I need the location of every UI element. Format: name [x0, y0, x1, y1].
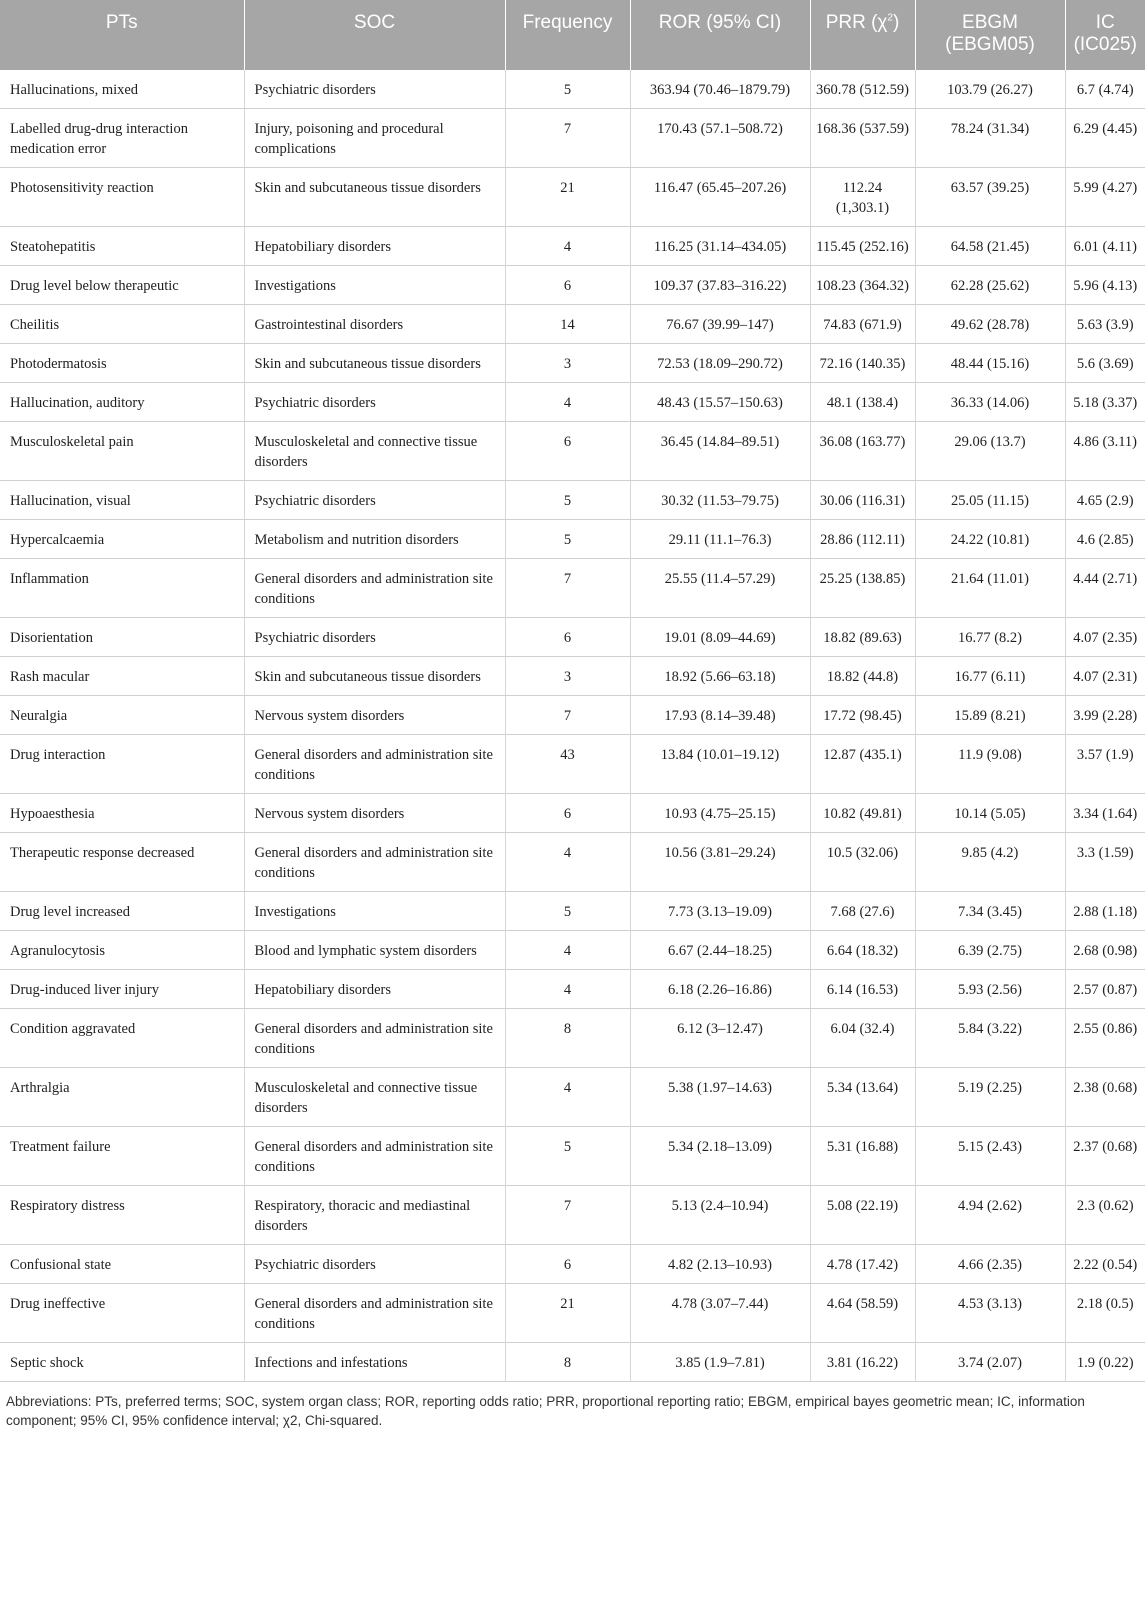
- cell-prr: 72.16 (140.35): [810, 344, 915, 383]
- cell-pt: Labelled drug-drug interaction medication error: [0, 109, 244, 168]
- table-row: [0, 1009, 1145, 1068]
- cell-ebgm: 48.44 (15.16): [915, 344, 1065, 383]
- cell-ebgm: 103.79 (26.27): [915, 70, 1065, 109]
- cell-soc: Respiratory, thoracic and mediastinal disorders: [244, 1186, 505, 1245]
- cell-frequency: 4: [505, 970, 630, 1009]
- cell-prr: 6.14 (16.53): [810, 970, 915, 1009]
- cell-ebgm: 15.89 (8.21): [915, 696, 1065, 735]
- cell-soc: Psychiatric disorders: [244, 383, 505, 422]
- cell-ic: 2.68 (0.98): [1065, 931, 1145, 970]
- cell-ror: 4.82 (2.13–10.93): [630, 1245, 810, 1284]
- cell-ebgm: 11.9 (9.08): [915, 735, 1065, 794]
- cell-prr: 36.08 (163.77): [810, 422, 915, 481]
- cell-pt: Hallucinations, mixed: [0, 70, 244, 109]
- cell-ebgm: 7.34 (3.45): [915, 892, 1065, 931]
- cell-pt: Inflammation: [0, 559, 244, 618]
- cell-pt: Musculoskeletal pain: [0, 422, 244, 481]
- cell-frequency: 8: [505, 1343, 630, 1382]
- cell-ror: 10.56 (3.81–29.24): [630, 833, 810, 892]
- table-row: [0, 657, 1145, 696]
- cell-ic: 3.57 (1.9): [1065, 735, 1145, 794]
- cell-prr: 6.64 (18.32): [810, 931, 915, 970]
- cell-prr: 18.82 (89.63): [810, 618, 915, 657]
- cell-ic: 6.7 (4.74): [1065, 70, 1145, 109]
- cell-soc: Investigations: [244, 892, 505, 931]
- cell-ebgm: 24.22 (10.81): [915, 520, 1065, 559]
- cell-ic: 3.99 (2.28): [1065, 696, 1145, 735]
- cell-prr: 112.24 (1,303.1): [810, 168, 915, 227]
- cell-ebgm: 29.06 (13.7): [915, 422, 1065, 481]
- cell-pt: Arthralgia: [0, 1068, 244, 1127]
- cell-ic: 4.07 (2.35): [1065, 618, 1145, 657]
- cell-ebgm: 64.58 (21.45): [915, 227, 1065, 266]
- cell-prr: 3.81 (16.22): [810, 1343, 915, 1382]
- cell-prr: 30.06 (116.31): [810, 481, 915, 520]
- cell-pt: Treatment failure: [0, 1127, 244, 1186]
- table-row: [0, 266, 1145, 305]
- cell-ebgm: 9.85 (4.2): [915, 833, 1065, 892]
- header-ror: ROR (95% CI): [630, 0, 810, 70]
- cell-ror: 7.73 (3.13–19.09): [630, 892, 810, 931]
- cell-ic: 1.9 (0.22): [1065, 1343, 1145, 1382]
- cell-ror: 5.38 (1.97–14.63): [630, 1068, 810, 1127]
- header-prr-prefix: PRR (χ: [825, 12, 888, 33]
- table-row: [0, 344, 1145, 383]
- cell-ebgm: 4.53 (3.13): [915, 1284, 1065, 1343]
- cell-soc: Musculoskeletal and connective tissue disorders: [244, 422, 505, 481]
- cell-ror: 17.93 (8.14–39.48): [630, 696, 810, 735]
- cell-ic: 3.34 (1.64): [1065, 794, 1145, 833]
- cell-prr: 25.25 (138.85): [810, 559, 915, 618]
- table-row: [0, 1186, 1145, 1245]
- cell-frequency: 5: [505, 1127, 630, 1186]
- cell-prr: 10.5 (32.06): [810, 833, 915, 892]
- header-frequency: Frequency: [505, 0, 630, 70]
- cell-ic: 2.38 (0.68): [1065, 1068, 1145, 1127]
- cell-ebgm: 62.28 (25.62): [915, 266, 1065, 305]
- cell-ebgm: 16.77 (6.11): [915, 657, 1065, 696]
- cell-pt: Agranulocytosis: [0, 931, 244, 970]
- table-row: [0, 970, 1145, 1009]
- cell-soc: Skin and subcutaneous tissue disorders: [244, 344, 505, 383]
- cell-pt: Septic shock: [0, 1343, 244, 1382]
- cell-ic: 4.6 (2.85): [1065, 520, 1145, 559]
- cell-soc: Hepatobiliary disorders: [244, 227, 505, 266]
- cell-prr: 115.45 (252.16): [810, 227, 915, 266]
- cell-frequency: 43: [505, 735, 630, 794]
- cell-soc: General disorders and administration site conditions: [244, 735, 505, 794]
- cell-pt: Drug-induced liver injury: [0, 970, 244, 1009]
- cell-ebgm: 49.62 (28.78): [915, 305, 1065, 344]
- cell-ebgm: 25.05 (11.15): [915, 481, 1065, 520]
- cell-soc: Psychiatric disorders: [244, 481, 505, 520]
- cell-ror: 6.67 (2.44–18.25): [630, 931, 810, 970]
- cell-pt: Cheilitis: [0, 305, 244, 344]
- cell-ebgm: 16.77 (8.2): [915, 618, 1065, 657]
- cell-ic: 5.99 (4.27): [1065, 168, 1145, 227]
- cell-ror: 5.34 (2.18–13.09): [630, 1127, 810, 1186]
- cell-frequency: 6: [505, 422, 630, 481]
- cell-soc: Psychiatric disorders: [244, 70, 505, 109]
- cell-ror: 6.18 (2.26–16.86): [630, 970, 810, 1009]
- cell-ror: 29.11 (11.1–76.3): [630, 520, 810, 559]
- cell-frequency: 5: [505, 481, 630, 520]
- cell-soc: Investigations: [244, 266, 505, 305]
- cell-soc: Musculoskeletal and connective tissue disorders: [244, 1068, 505, 1127]
- cell-prr: 5.08 (22.19): [810, 1186, 915, 1245]
- cell-pt: Disorientation: [0, 618, 244, 657]
- header-pts: PTs: [0, 0, 244, 70]
- header-prr-suffix: ): [892, 12, 900, 33]
- cell-ror: 116.25 (31.14–434.05): [630, 227, 810, 266]
- cell-ror: 48.43 (15.57–150.63): [630, 383, 810, 422]
- cell-ic: 2.55 (0.86): [1065, 1009, 1145, 1068]
- cell-ic: 3.3 (1.59): [1065, 833, 1145, 892]
- cell-soc: Skin and subcutaneous tissue disorders: [244, 657, 505, 696]
- cell-frequency: 5: [505, 70, 630, 109]
- cell-ic: 2.88 (1.18): [1065, 892, 1145, 931]
- cell-ebgm: 6.39 (2.75): [915, 931, 1065, 970]
- cell-prr: 18.82 (44.8): [810, 657, 915, 696]
- table-row: [0, 383, 1145, 422]
- table-row: [0, 931, 1145, 970]
- cell-frequency: 7: [505, 559, 630, 618]
- header-ic: IC (IC025): [1065, 0, 1145, 70]
- cell-ic: 2.57 (0.87): [1065, 970, 1145, 1009]
- table-row: [0, 70, 1145, 109]
- cell-pt: Drug level increased: [0, 892, 244, 931]
- table-row: [0, 735, 1145, 794]
- cell-prr: 360.78 (512.59): [810, 70, 915, 109]
- cell-pt: Drug level below therapeutic: [0, 266, 244, 305]
- cell-ebgm: 5.15 (2.43): [915, 1127, 1065, 1186]
- cell-ror: 6.12 (3–12.47): [630, 1009, 810, 1068]
- cell-soc: Skin and subcutaneous tissue disorders: [244, 168, 505, 227]
- cell-ic: 5.18 (3.37): [1065, 383, 1145, 422]
- cell-prr: 17.72 (98.45): [810, 696, 915, 735]
- cell-frequency: 4: [505, 931, 630, 970]
- cell-pt: Hallucination, visual: [0, 481, 244, 520]
- cell-ror: 363.94 (70.46–1879.79): [630, 70, 810, 109]
- table-row: [0, 481, 1145, 520]
- table-row: [0, 1343, 1145, 1382]
- cell-frequency: 5: [505, 520, 630, 559]
- cell-ebgm: 5.19 (2.25): [915, 1068, 1065, 1127]
- cell-frequency: 4: [505, 383, 630, 422]
- cell-ic: 4.44 (2.71): [1065, 559, 1145, 618]
- header-ebgm: EBGM (EBGM05): [915, 0, 1065, 70]
- cell-soc: Hepatobiliary disorders: [244, 970, 505, 1009]
- cell-frequency: 6: [505, 266, 630, 305]
- cell-soc: General disorders and administration site conditions: [244, 559, 505, 618]
- cell-soc: General disorders and administration site conditions: [244, 1284, 505, 1343]
- cell-ror: 170.43 (57.1–508.72): [630, 109, 810, 168]
- cell-ebgm: 78.24 (31.34): [915, 109, 1065, 168]
- cell-prr: 5.34 (13.64): [810, 1068, 915, 1127]
- cell-frequency: 21: [505, 168, 630, 227]
- cell-soc: Nervous system disorders: [244, 696, 505, 735]
- table-row: [0, 1245, 1145, 1284]
- cell-pt: Rash macular: [0, 657, 244, 696]
- cell-ic: 5.6 (3.69): [1065, 344, 1145, 383]
- cell-ror: 25.55 (11.4–57.29): [630, 559, 810, 618]
- table-row: [0, 227, 1145, 266]
- cell-soc: Psychiatric disorders: [244, 618, 505, 657]
- cell-soc: General disorders and administration site conditions: [244, 833, 505, 892]
- cell-ebgm: 5.93 (2.56): [915, 970, 1065, 1009]
- cell-pt: Drug interaction: [0, 735, 244, 794]
- cell-soc: Infections and infestations: [244, 1343, 505, 1382]
- cell-soc: Metabolism and nutrition disorders: [244, 520, 505, 559]
- cell-frequency: 4: [505, 227, 630, 266]
- cell-ror: 4.78 (3.07–7.44): [630, 1284, 810, 1343]
- cell-pt: Photodermatosis: [0, 344, 244, 383]
- cell-prr: 28.86 (112.11): [810, 520, 915, 559]
- table-row: [0, 1068, 1145, 1127]
- cell-soc: Psychiatric disorders: [244, 1245, 505, 1284]
- table-row: [0, 422, 1145, 481]
- cell-ror: 10.93 (4.75–25.15): [630, 794, 810, 833]
- cell-frequency: 4: [505, 833, 630, 892]
- table-row: [0, 892, 1145, 931]
- cell-ebgm: 63.57 (39.25): [915, 168, 1065, 227]
- cell-ic: 4.86 (3.11): [1065, 422, 1145, 481]
- table-row: [0, 305, 1145, 344]
- table-header: [0, 0, 1145, 70]
- cell-ic: 2.3 (0.62): [1065, 1186, 1145, 1245]
- cell-frequency: 4: [505, 1068, 630, 1127]
- cell-ic: 6.29 (4.45): [1065, 109, 1145, 168]
- cell-ebgm: 21.64 (11.01): [915, 559, 1065, 618]
- cell-ic: 5.96 (4.13): [1065, 266, 1145, 305]
- cell-prr: 168.36 (537.59): [810, 109, 915, 168]
- header-row: [0, 0, 1145, 70]
- cell-pt: Respiratory distress: [0, 1186, 244, 1245]
- cell-pt: Confusional state: [0, 1245, 244, 1284]
- cell-prr: 10.82 (49.81): [810, 794, 915, 833]
- table-row: [0, 618, 1145, 657]
- header-prr-superscript: 2: [887, 12, 893, 24]
- cell-pt: Hypoaesthesia: [0, 794, 244, 833]
- cell-prr: 6.04 (32.4): [810, 1009, 915, 1068]
- cell-pt: Hallucination, auditory: [0, 383, 244, 422]
- table-footnote: Abbreviations: PTs, preferred terms; SOC, system organ class; ROR, reporting odds ratio; PRR, proportional reporting ratio; EBGM, empirical bayes geometric mean; IC, information component; 95% CI, 95% confidence interval; χ2, Chi-squared.: [6, 1394, 1085, 1428]
- cell-ic: 2.18 (0.5): [1065, 1284, 1145, 1343]
- cell-frequency: 6: [505, 794, 630, 833]
- cell-prr: 108.23 (364.32): [810, 266, 915, 305]
- cell-ebgm: 3.74 (2.07): [915, 1343, 1065, 1382]
- cell-prr: 12.87 (435.1): [810, 735, 915, 794]
- cell-ror: 36.45 (14.84–89.51): [630, 422, 810, 481]
- table-body: [0, 70, 1145, 1382]
- cell-frequency: 14: [505, 305, 630, 344]
- cell-soc: Blood and lymphatic system disorders: [244, 931, 505, 970]
- table-row: [0, 833, 1145, 892]
- table-row: [0, 168, 1145, 227]
- cell-ebgm: 5.84 (3.22): [915, 1009, 1065, 1068]
- cell-prr: 7.68 (27.6): [810, 892, 915, 931]
- cell-pt: Steatohepatitis: [0, 227, 244, 266]
- cell-soc: General disorders and administration site conditions: [244, 1127, 505, 1186]
- cell-frequency: 7: [505, 1186, 630, 1245]
- cell-frequency: 5: [505, 892, 630, 931]
- cell-ebgm: 36.33 (14.06): [915, 383, 1065, 422]
- cell-pt: Condition aggravated: [0, 1009, 244, 1068]
- table-row: [0, 696, 1145, 735]
- cell-ror: 19.01 (8.09–44.69): [630, 618, 810, 657]
- cell-soc: Gastrointestinal disorders: [244, 305, 505, 344]
- cell-prr: 74.83 (671.9): [810, 305, 915, 344]
- cell-prr: 4.64 (58.59): [810, 1284, 915, 1343]
- cell-frequency: 21: [505, 1284, 630, 1343]
- cell-ic: 2.37 (0.68): [1065, 1127, 1145, 1186]
- cell-ror: 13.84 (10.01–19.12): [630, 735, 810, 794]
- cell-prr: 4.78 (17.42): [810, 1245, 915, 1284]
- cell-ebgm: 10.14 (5.05): [915, 794, 1065, 833]
- cell-frequency: 3: [505, 344, 630, 383]
- cell-pt: Therapeutic response decreased: [0, 833, 244, 892]
- cell-frequency: 3: [505, 657, 630, 696]
- cell-pt: Hypercalcaemia: [0, 520, 244, 559]
- cell-pt: Neuralgia: [0, 696, 244, 735]
- cell-ic: 2.22 (0.54): [1065, 1245, 1145, 1284]
- cell-ror: 109.37 (37.83–316.22): [630, 266, 810, 305]
- cell-frequency: 7: [505, 109, 630, 168]
- cell-pt: Photosensitivity reaction: [0, 168, 244, 227]
- table-row: [0, 1127, 1145, 1186]
- cell-soc: Nervous system disorders: [244, 794, 505, 833]
- cell-ror: 3.85 (1.9–7.81): [630, 1343, 810, 1382]
- table-row: [0, 559, 1145, 618]
- cell-frequency: 6: [505, 618, 630, 657]
- cell-ic: 4.07 (2.31): [1065, 657, 1145, 696]
- cell-soc: General disorders and administration site conditions: [244, 1009, 505, 1068]
- cell-ebgm: 4.66 (2.35): [915, 1245, 1065, 1284]
- header-soc: SOC: [244, 0, 505, 70]
- cell-ror: 18.92 (5.66–63.18): [630, 657, 810, 696]
- cell-ror: 76.67 (39.99–147): [630, 305, 810, 344]
- cell-ic: 5.63 (3.9): [1065, 305, 1145, 344]
- cell-soc: Injury, poisoning and procedural complications: [244, 109, 505, 168]
- cell-ror: 72.53 (18.09–290.72): [630, 344, 810, 383]
- table-row: [0, 1284, 1145, 1343]
- cell-ror: 5.13 (2.4–10.94): [630, 1186, 810, 1245]
- cell-frequency: 6: [505, 1245, 630, 1284]
- table-row: [0, 520, 1145, 559]
- cell-pt: Drug ineffective: [0, 1284, 244, 1343]
- cell-frequency: 7: [505, 696, 630, 735]
- cell-ic: 6.01 (4.11): [1065, 227, 1145, 266]
- table-row: [0, 794, 1145, 833]
- table-row: [0, 109, 1145, 168]
- cell-ror: 30.32 (11.53–79.75): [630, 481, 810, 520]
- cell-ror: 116.47 (65.45–207.26): [630, 168, 810, 227]
- cell-ic: 4.65 (2.9): [1065, 481, 1145, 520]
- header-prr: [810, 0, 915, 70]
- cell-frequency: 8: [505, 1009, 630, 1068]
- cell-prr: 48.1 (138.4): [810, 383, 915, 422]
- cell-prr: 5.31 (16.88): [810, 1127, 915, 1186]
- cell-ebgm: 4.94 (2.62): [915, 1186, 1065, 1245]
